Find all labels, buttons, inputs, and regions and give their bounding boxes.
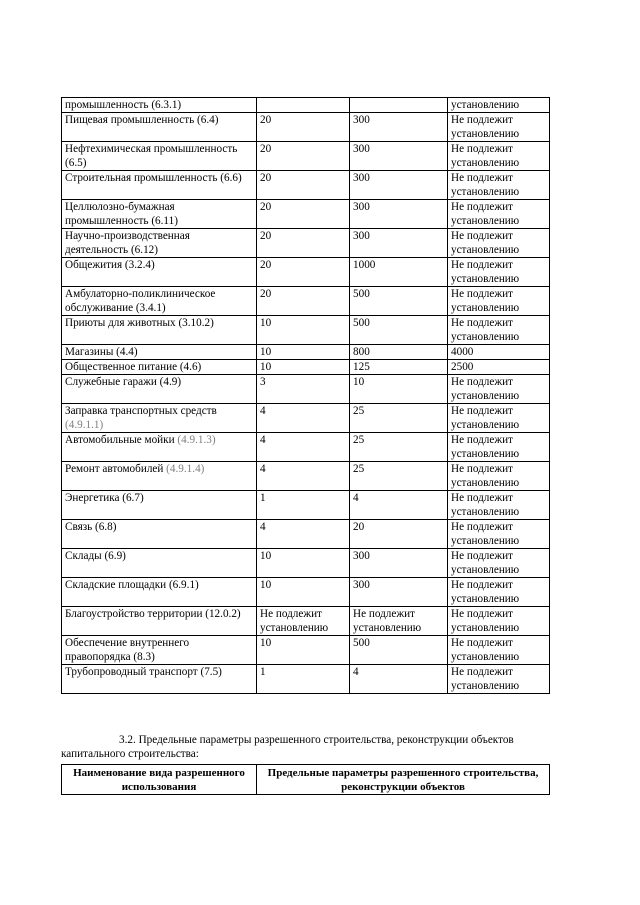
area-param-cell: Не подлежит установлению — [448, 316, 550, 345]
usage-type-name: Трубопроводный транспорт (7.5) — [65, 666, 222, 678]
usage-type-name: Целлюлозно-бумажная промышленность (6.11) — [65, 201, 178, 227]
max-param-cell: 4 — [350, 491, 448, 520]
min-param-cell: 10 — [257, 316, 350, 345]
area-param-cell: Не подлежит установлению — [448, 433, 550, 462]
usage-type-cell — [62, 636, 257, 665]
area-param-cell: Не подлежит установлению — [448, 375, 550, 404]
usage-type-cell — [62, 404, 257, 433]
table-row — [62, 404, 550, 433]
area-param-cell: Не подлежит установлению — [448, 200, 550, 229]
usage-type-cell — [62, 345, 257, 360]
area-param-cell: Не подлежит установлению — [448, 142, 550, 171]
area-param-cell: 2500 — [448, 360, 550, 375]
max-param-cell: 10 — [350, 375, 448, 404]
min-param-cell — [257, 98, 350, 113]
usage-type-name: Общественное питание (4.6) — [65, 361, 202, 373]
usage-type-cell — [62, 360, 257, 375]
table-row — [62, 142, 550, 171]
min-param-cell: 20 — [257, 287, 350, 316]
min-param-cell: 10 — [257, 345, 350, 360]
max-param-cell: 800 — [350, 345, 448, 360]
usage-type-name: Служебные гаражи (4.9) — [65, 376, 182, 388]
min-param-cell: 20 — [257, 113, 350, 142]
usage-type-code: (4.9.1.3) — [177, 434, 216, 446]
usage-type-name: Амбулаторно-поликлиническое обслуживание (3.4.1) — [65, 288, 216, 314]
max-param-cell: 500 — [350, 287, 448, 316]
usage-type-name: Строительная промышленность (6.6) — [65, 172, 242, 184]
table-row — [62, 171, 550, 200]
min-param-cell: 20 — [257, 171, 350, 200]
usage-type-name: Складские площадки (6.9.1) — [65, 579, 199, 591]
min-param-cell: 10 — [257, 578, 350, 607]
area-param-cell: Не подлежит установлению — [448, 229, 550, 258]
area-param-cell: Не подлежит установлению — [448, 113, 550, 142]
min-param-cell: 20 — [257, 200, 350, 229]
min-param-cell: 1 — [257, 665, 350, 694]
limits-header-table — [61, 764, 550, 795]
limits-header-row — [62, 765, 550, 795]
table-row — [62, 578, 550, 607]
usage-type-name: Магазины (4.4) — [65, 346, 138, 358]
area-param-cell: установлению — [448, 98, 550, 113]
usage-type-cell — [62, 113, 257, 142]
usage-type-cell — [62, 200, 257, 229]
usage-type-cell — [62, 142, 257, 171]
max-param-cell: 300 — [350, 229, 448, 258]
table-row — [62, 113, 550, 142]
usage-type-name: Склады (6.9) — [65, 550, 126, 562]
min-param-cell: 4 — [257, 462, 350, 491]
area-param-cell: Не подлежит установлению — [448, 462, 550, 491]
usage-type-cell — [62, 578, 257, 607]
max-param-cell: 300 — [350, 171, 448, 200]
parameters-table-body — [62, 98, 550, 694]
max-param-cell: 1000 — [350, 258, 448, 287]
usage-type-cell — [62, 665, 257, 694]
usage-type-name: Автомобильные мойки — [65, 434, 175, 446]
usage-type-name: Заправка транспортных средств — [65, 405, 217, 417]
usage-type-name: Связь (6.8) — [65, 521, 117, 533]
table-row — [62, 360, 550, 375]
usage-type-cell — [62, 171, 257, 200]
table-row — [62, 287, 550, 316]
usage-type-code: (4.9.1.4) — [166, 463, 205, 475]
min-param-cell: 20 — [257, 258, 350, 287]
min-param-cell: 20 — [257, 229, 350, 258]
max-param-cell: 300 — [350, 113, 448, 142]
area-param-cell: Не подлежит установлению — [448, 520, 550, 549]
usage-type-cell — [62, 462, 257, 491]
usage-type-name: Приюты для животных (3.10.2) — [65, 317, 214, 329]
area-param-cell: Не подлежит установлению — [448, 549, 550, 578]
table-row — [62, 98, 550, 113]
min-param-cell: 4 — [257, 404, 350, 433]
usage-type-name: Пищевая промышленность (6.4) — [65, 114, 219, 126]
max-param-cell: 300 — [350, 549, 448, 578]
min-param-cell: 20 — [257, 142, 350, 171]
max-param-cell: 300 — [350, 200, 448, 229]
table-row — [62, 520, 550, 549]
usage-type-name: Ремонт автомобилей — [65, 463, 164, 475]
table-row — [62, 200, 550, 229]
min-param-cell: 10 — [257, 636, 350, 665]
area-param-cell: Не подлежит установлению — [448, 258, 550, 287]
area-param-cell: Не подлежит установлению — [448, 578, 550, 607]
max-param-cell: 4 — [350, 665, 448, 694]
usage-type-header: Наименование вида разрешенного использования — [62, 765, 257, 795]
usage-type-cell — [62, 433, 257, 462]
table-row — [62, 462, 550, 491]
max-param-cell: 25 — [350, 433, 448, 462]
max-param-cell: 25 — [350, 462, 448, 491]
usage-type-name: Энергетика (6.7) — [65, 492, 144, 504]
usage-type-cell — [62, 491, 257, 520]
parameters-table — [61, 97, 550, 694]
max-param-cell — [350, 98, 448, 113]
usage-type-name: промышленность (6.3.1) — [65, 99, 182, 111]
max-param-cell: 500 — [350, 316, 448, 345]
table-row — [62, 258, 550, 287]
max-param-cell: 20 — [350, 520, 448, 549]
max-param-cell: 300 — [350, 578, 448, 607]
area-param-cell: Не подлежит установлению — [448, 171, 550, 200]
usage-type-cell — [62, 287, 257, 316]
limit-params-header: Предельные параметры разрешенного строительства, реконструкции объектов — [257, 765, 550, 795]
area-param-cell: Не подлежит установлению — [448, 636, 550, 665]
table-row — [62, 229, 550, 258]
usage-type-name: Научно-производственная деятельность (6.12) — [65, 230, 190, 256]
usage-type-cell — [62, 520, 257, 549]
area-param-cell: Не подлежит установлению — [448, 665, 550, 694]
table-row — [62, 433, 550, 462]
table-row — [62, 636, 550, 665]
area-param-cell: Не подлежит установлению — [448, 404, 550, 433]
max-param-cell: Не подлежит установлению — [350, 607, 448, 636]
min-param-cell: 1 — [257, 491, 350, 520]
table-row — [62, 375, 550, 404]
usage-type-cell — [62, 229, 257, 258]
min-param-cell: 4 — [257, 520, 350, 549]
usage-type-cell — [62, 258, 257, 287]
table-row — [62, 665, 550, 694]
max-param-cell: 125 — [350, 360, 448, 375]
usage-type-name: Нефтехимическая промышленность (6.5) — [65, 143, 238, 169]
area-param-cell: 4000 — [448, 345, 550, 360]
area-param-cell: Не подлежит установлению — [448, 287, 550, 316]
min-param-cell: 10 — [257, 549, 350, 578]
section-paragraph: 3.2. Предельные параметры разрешенного строительства, реконструкции объектов капитального строительства: — [61, 734, 514, 760]
usage-type-name: Общежития (3.2.4) — [65, 259, 155, 271]
min-param-cell: 3 — [257, 375, 350, 404]
table-row — [62, 607, 550, 636]
usage-type-cell — [62, 375, 257, 404]
table-row — [62, 549, 550, 578]
usage-type-cell — [62, 98, 257, 113]
usage-type-code: (4.9.1.1) — [65, 419, 104, 431]
min-param-cell: 4 — [257, 433, 350, 462]
usage-type-cell — [62, 316, 257, 345]
area-param-cell: Не подлежит установлению — [448, 491, 550, 520]
table-row — [62, 345, 550, 360]
usage-type-cell — [62, 607, 257, 636]
max-param-cell: 300 — [350, 142, 448, 171]
table-row — [62, 316, 550, 345]
min-param-cell: Не подлежит установлению — [257, 607, 350, 636]
min-param-cell: 10 — [257, 360, 350, 375]
usage-type-name: Обеспечение внутреннего правопорядка (8.3) — [65, 637, 190, 663]
max-param-cell: 500 — [350, 636, 448, 665]
usage-type-name: Благоустройство территории (12.0.2) — [65, 608, 241, 620]
max-param-cell: 25 — [350, 404, 448, 433]
table-row — [62, 491, 550, 520]
area-param-cell: Не подлежит установлению — [448, 607, 550, 636]
usage-type-cell — [62, 549, 257, 578]
